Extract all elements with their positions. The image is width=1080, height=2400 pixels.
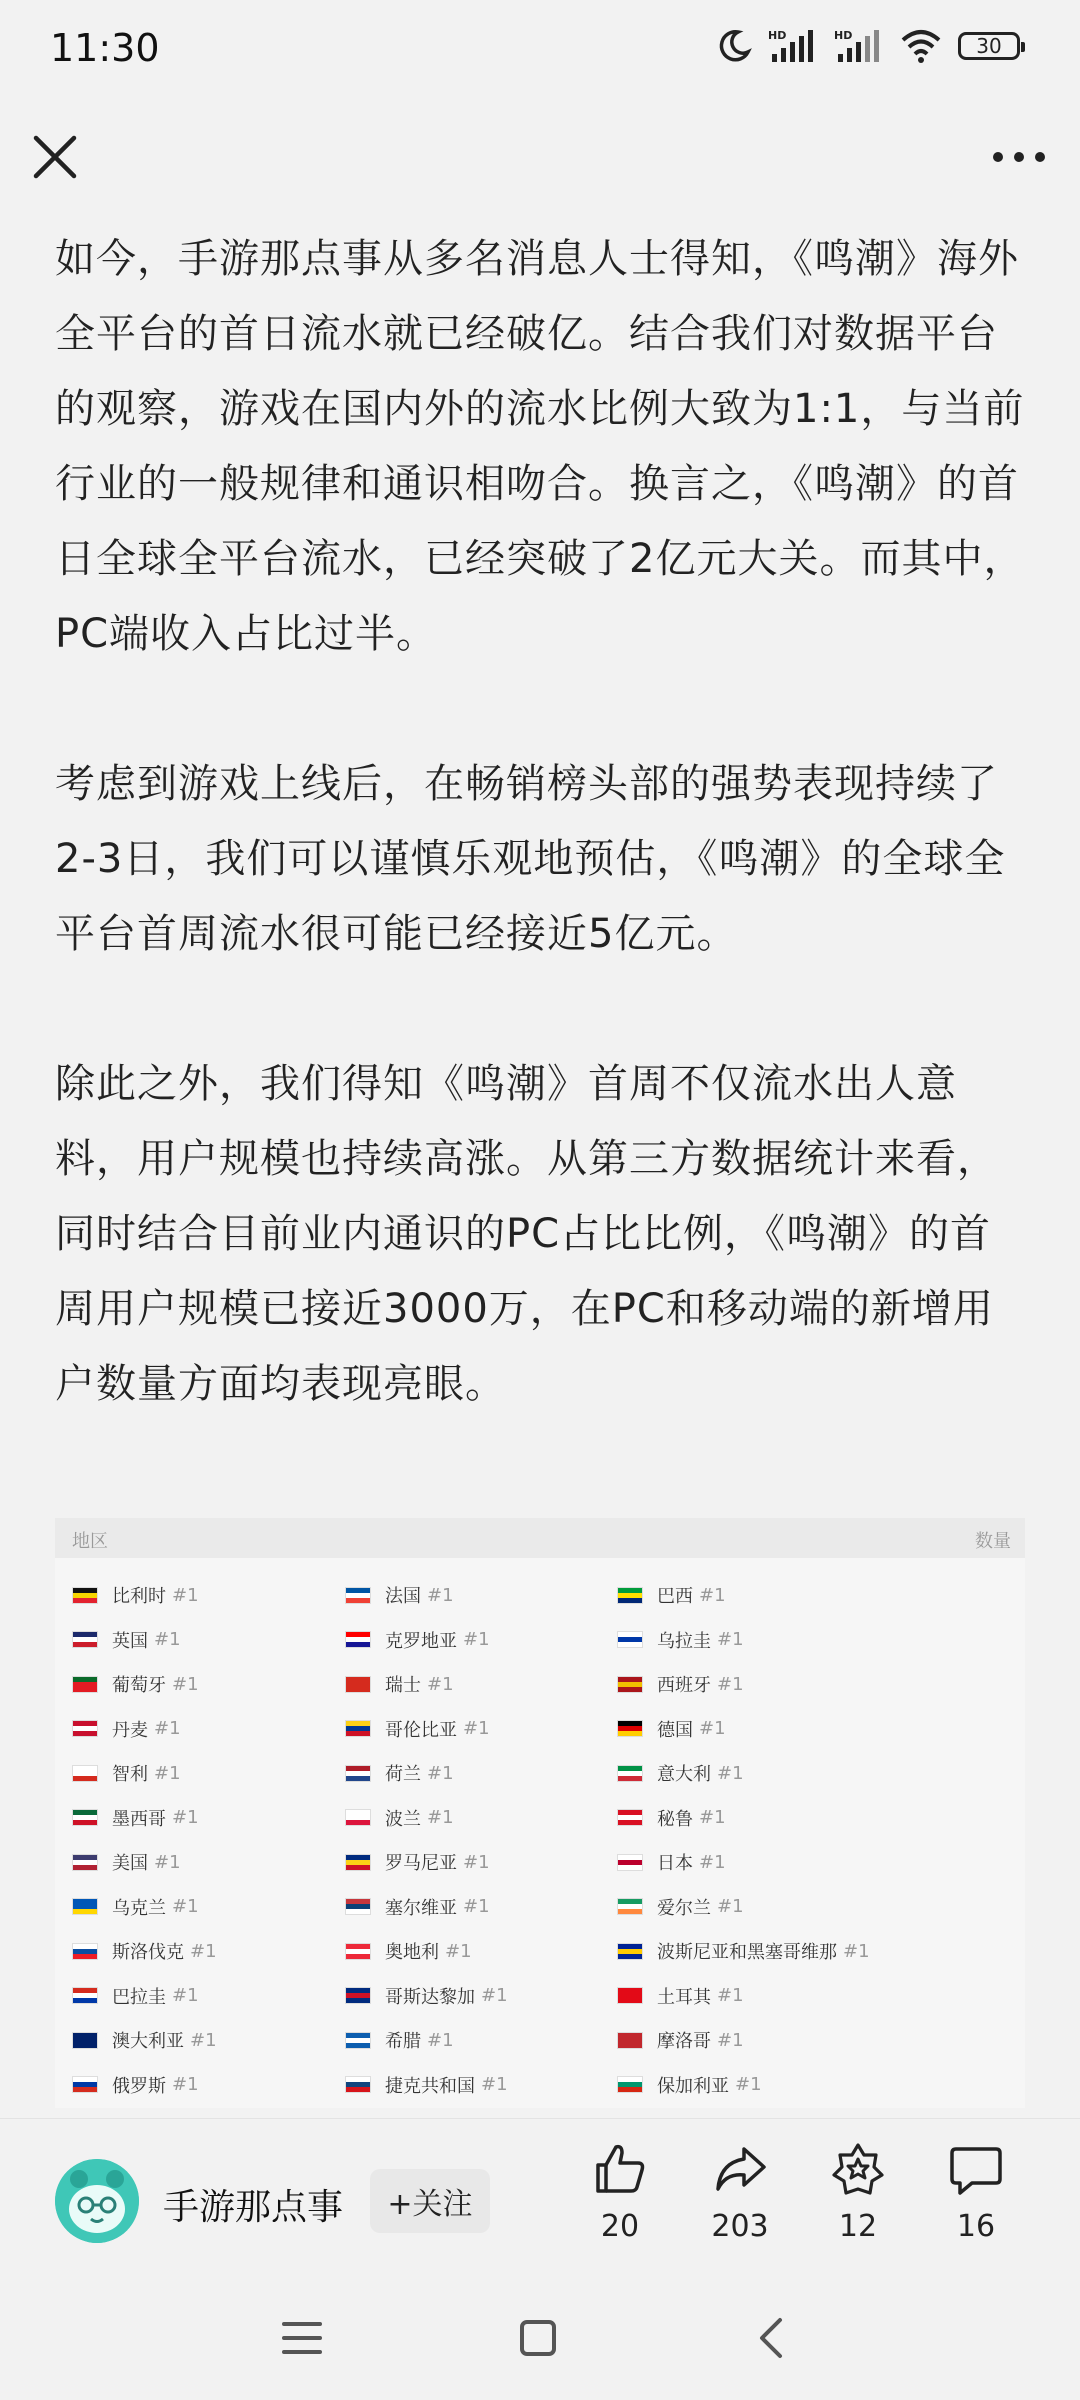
country-flag-icon [345,1676,371,1693]
country-flag-icon [617,1809,643,1826]
table-row [617,1707,870,1752]
country-name: 克罗地亚 [385,1630,457,1652]
country-name: 爱尔兰 [657,1897,711,1919]
country-name: 土耳其 [657,1986,711,2008]
country-rank: #1 [172,1584,199,1606]
country-flag-icon [617,2076,643,2093]
table-row [345,1796,508,1841]
back-chevron-icon [742,2308,802,2368]
country-flag-icon [72,1809,98,1826]
table-row [617,1618,870,1663]
country-rank: #1 [172,1673,199,1695]
country-flag-icon [345,1898,371,1915]
country-flag-icon [345,1987,371,2004]
country-flag-icon [345,2032,371,2049]
table-row [72,1840,217,1885]
country-name: 巴拉圭 [112,1986,166,2008]
country-rank: #1 [154,1629,181,1651]
country-rank: #1 [154,1762,181,1784]
home-square-icon [508,2308,568,2368]
table-row [72,1662,217,1707]
country-name: 西班牙 [657,1675,711,1697]
author-avatar[interactable] [55,2159,139,2243]
country-rank: #1 [481,1985,508,2007]
country-name: 乌拉圭 [657,1630,711,1652]
country-name: 美国 [112,1853,148,1875]
country-rank: #1 [154,1851,181,1873]
country-flag-icon [72,1898,98,1915]
country-name: 哥斯达黎加 [385,1986,475,2008]
table-row [345,1662,508,1707]
table-row [345,1618,508,1663]
country-name: 日本 [657,1853,693,1875]
more-button[interactable] [984,130,1054,184]
like-count: 20 [600,2209,640,2244]
table-row [72,1751,217,1796]
country-name: 乌克兰 [112,1897,166,1919]
country-rank: #1 [427,1762,454,1784]
country-flag-icon [617,1898,643,1915]
header-count: 数量 [975,1531,1011,1552]
country-flag-icon [345,1587,371,1604]
wifi-icon [900,28,942,64]
table-row [72,1618,217,1663]
bottom-action-bar [0,2118,1080,2281]
country-name: 荷兰 [385,1764,421,1786]
country-flag-icon [617,1676,643,1693]
country-rank: #1 [699,1584,726,1606]
table-row [345,1707,508,1752]
country-flag-icon [72,1587,98,1604]
table-row [345,1974,508,2019]
comment-count: 16 [956,2209,996,2244]
country-rank: #1 [717,2029,744,2051]
article-paragraph: 如今，手游那点事从多名消息人士得知，《鸣潮》海外全平台的首日流水就已经破亿。结合我们对数据平台的观察，游戏在国内外的流水比例大致为1:1，与当前行业的一般规律和通识相吻合。换言之，《鸣潮》的首日全球全平台流水，已经突破了2亿元大关。而其中，PC端收入占比过半。 [55,236,1025,657]
country-rank: #1 [699,1807,726,1829]
collect-count: 12 [838,2209,878,2244]
country-rank: #1 [172,1896,199,1918]
table-row [72,1885,217,1930]
table-row [72,1974,217,2019]
table-row [617,2063,870,2108]
share-icon [712,2141,768,2197]
country-rank: #1 [717,1673,744,1695]
country-flag-icon [617,1854,643,1871]
country-rank: #1 [717,1762,744,1784]
table-column [72,1573,217,2107]
country-rank: #1 [699,1851,726,1873]
country-name: 塞尔维亚 [385,1897,457,1919]
country-rank: #1 [427,2029,454,2051]
table-column [617,1573,870,2107]
table-row [617,1885,870,1930]
country-flag-icon [345,1720,371,1737]
table-row [72,2018,217,2063]
table-row [345,1751,508,1796]
table-row [72,2063,217,2108]
table-row [617,2018,870,2063]
country-rank: #1 [190,2029,217,2051]
menu-button[interactable] [272,2308,332,2368]
table-row [617,1662,870,1707]
country-flag-icon [617,1943,643,1960]
table-header [55,1518,1025,1558]
country-rank: #1 [463,1629,490,1651]
country-name: 瑞士 [385,1675,421,1697]
table-row [345,1929,508,1974]
country-flag-icon [617,1587,643,1604]
country-rank: #1 [154,1718,181,1740]
country-flag-icon [72,1943,98,1960]
table-row [72,1929,217,1974]
country-name: 比利时 [112,1586,166,1608]
country-flag-icon [72,2032,98,2049]
country-name: 丹麦 [112,1719,148,1741]
country-name: 捷克共和国 [385,2075,475,2097]
country-rank: #1 [427,1673,454,1695]
country-flag-icon [72,1765,98,1782]
table-row [617,1796,870,1841]
share-button[interactable] [690,2141,790,2244]
author-name[interactable]: 手游那点事 [163,2187,344,2228]
country-flag-icon [617,1720,643,1737]
country-name: 澳大利亚 [112,2031,184,2053]
country-rank: #1 [427,1807,454,1829]
country-name: 意大利 [657,1764,711,1786]
status-time: 11:30 [50,26,160,70]
country-rank: #1 [172,1985,199,2007]
menu-icon [272,2308,332,2368]
country-name: 奥地利 [385,1942,439,1964]
country-rank: #1 [463,1896,490,1918]
country-flag-icon [345,2076,371,2093]
thumbs-up-icon [592,2141,648,2197]
status-bar [0,0,1080,100]
country-flag-icon [617,1987,643,2004]
country-name: 罗马尼亚 [385,1853,457,1875]
country-flag-icon [345,1765,371,1782]
table-row [617,1929,870,1974]
country-name: 葡萄牙 [112,1675,166,1697]
signal-hd-icon [768,28,818,64]
collect-star-icon [830,2141,886,2197]
comment-button[interactable] [926,2141,1026,2244]
country-name: 摩洛哥 [657,2031,711,2053]
country-rank: #1 [717,1896,744,1918]
table-row [72,1707,217,1752]
country-rank: #1 [717,1629,744,1651]
table-row [617,1840,870,1885]
country-name: 斯洛伐克 [112,1942,184,1964]
status-icons [716,28,1020,64]
country-name: 哥伦比亚 [385,1719,457,1741]
country-flag-icon [72,1676,98,1693]
country-name: 英国 [112,1630,148,1652]
country-name: 法国 [385,1586,421,1608]
country-flag-icon [345,1943,371,1960]
country-flag-icon [617,1765,643,1782]
country-flag-icon [345,1854,371,1871]
table-row [617,1974,870,2019]
country-name: 波斯尼亚和黑塞哥维那 [657,1942,837,1964]
like-button[interactable] [570,2141,670,2244]
country-flag-icon [72,1631,98,1648]
back-button[interactable] [742,2308,802,2368]
collect-button[interactable] [808,2141,908,2244]
table-row [345,1885,508,1930]
table-row [345,1840,508,1885]
country-flag-icon [72,1987,98,2004]
home-button[interactable] [508,2308,568,2368]
country-rank: #1 [427,1584,454,1606]
country-name: 巴西 [657,1586,693,1608]
table-row [617,1751,870,1796]
country-rank: #1 [717,1985,744,2007]
table-row [345,2063,508,2108]
article-paragraph: 除此之外，我们得知《鸣潮》首周不仅流水出人意料，用户规模也持续高涨。从第三方数据统计来看，同时结合目前业内通识的PC占比比例，《鸣潮》的首周用户规模已接近3000万，在PC和移动端的新增用户数量方面均表现亮眼。 [55,1061,998,1407]
ranking-table-image[interactable] [55,1518,1025,2108]
table-column [345,1573,508,2107]
close-button[interactable] [28,130,82,184]
country-rank: #1 [843,1940,870,1962]
country-rank: #1 [445,1940,472,1962]
country-name: 墨西哥 [112,1808,166,1830]
country-rank: #1 [172,2074,199,2096]
country-rank: #1 [463,1851,490,1873]
table-row [72,1796,217,1841]
header-region: 地区 [72,1531,108,1552]
country-rank: #1 [172,1807,199,1829]
svg-text:HD: HD [834,29,853,42]
system-nav-bar [0,2280,1080,2400]
table-row [345,2018,508,2063]
article-body [55,222,1030,1422]
top-toolbar [0,110,1080,200]
country-name: 智利 [112,1764,148,1786]
more-icon [984,130,1054,184]
article-paragraph: 考虑到游戏上线后，在畅销榜头部的强势表现持续了2-3日，我们可以谨慎乐观地预估，《鸣潮》的全球全平台首周流水很可能已经接近5亿元。 [55,761,1006,957]
country-rank: #1 [735,2074,762,2096]
country-name: 德国 [657,1719,693,1741]
country-name: 俄罗斯 [112,2075,166,2097]
table-row [345,1573,508,1618]
country-rank: #1 [463,1718,490,1740]
country-flag-icon [72,1720,98,1737]
avatar-mascot-icon [55,2159,139,2243]
country-rank: #1 [481,2074,508,2096]
country-rank: #1 [190,1940,217,1962]
svg-text:HD: HD [768,29,787,42]
battery-icon: 30 [958,32,1020,60]
table-row [72,1573,217,1618]
comment-icon [948,2141,1004,2197]
country-flag-icon [345,1809,371,1826]
share-count: 203 [711,2209,769,2244]
country-flag-icon [72,2076,98,2093]
country-flag-icon [617,1631,643,1648]
country-name: 希腊 [385,2031,421,2053]
country-flag-icon [617,2032,643,2049]
country-flag-icon [72,1854,98,1871]
country-flag-icon [345,1631,371,1648]
country-name: 秘鲁 [657,1808,693,1830]
country-name: 保加利亚 [657,2075,729,2097]
signal-hd-icon [834,28,884,64]
table-row [617,1573,870,1618]
moon-icon [716,28,752,64]
close-icon [28,130,82,184]
country-name: 波兰 [385,1808,421,1830]
country-rank: #1 [699,1718,726,1740]
follow-button[interactable]: +关注 [370,2169,490,2233]
